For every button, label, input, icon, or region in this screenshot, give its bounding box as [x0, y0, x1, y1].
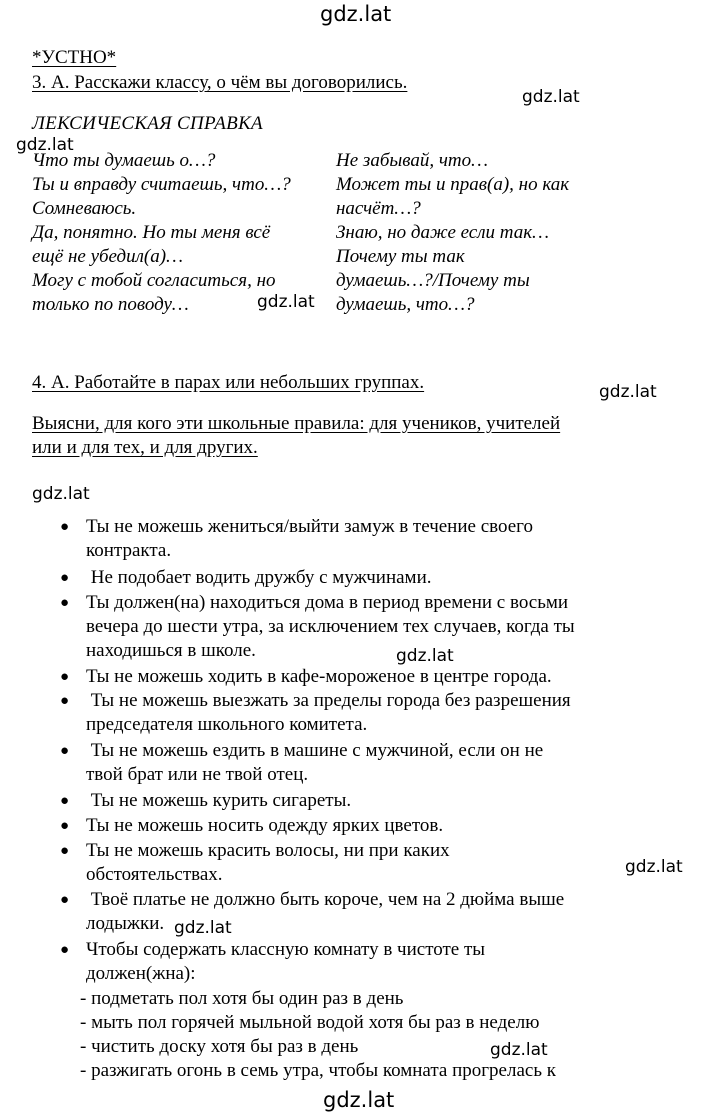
- instruction-line: или и для тех, и для других.: [32, 437, 258, 458]
- watermark: gdz.lat: [599, 382, 657, 402]
- list-item: - чистить доску хотя бы раз в день: [80, 1036, 359, 1057]
- lexical-right-column: [336, 149, 569, 317]
- list-item: [60, 888, 565, 936]
- list-item: [60, 591, 575, 663]
- list-item-line: Ты не можешь ходить в кафе-мороженое в центре города.: [86, 666, 552, 687]
- lexical-phrase: Сомневаюсь.: [32, 198, 137, 219]
- list-item-line: должен(жна):: [86, 963, 196, 984]
- watermark: gdz.lat: [174, 918, 232, 938]
- watermark: gdz.lat: [522, 87, 580, 107]
- list-item-line: вечера до шести утра, за исключением тех случаев, когда ты: [86, 616, 575, 637]
- bullet-icon: ●: [60, 693, 70, 709]
- list-item: [60, 814, 444, 838]
- list-item-line: Ты не можешь выезжать за пределы города без разрешения: [86, 690, 571, 711]
- list-item: [60, 739, 544, 787]
- bullet-icon: ●: [60, 843, 70, 859]
- bullet-icon: ●: [60, 570, 70, 586]
- list-item: - подметать пол хотя бы один раз в день: [80, 988, 404, 1009]
- watermark: gdz.lat: [625, 857, 683, 877]
- lexical-phrase: думаешь, что…?: [336, 294, 475, 315]
- lexical-phrase: ещё не убедил(а)…: [32, 246, 183, 267]
- watermark: gdz.lat: [32, 484, 90, 504]
- list-item-line: Ты не можешь носить одежду ярких цветов.: [86, 815, 444, 836]
- task3-heading: 3. А. Расскажи классу, о чём вы договорились.: [32, 72, 408, 93]
- list-item-line: Ты не можешь жениться/выйти замуж в течение своего: [86, 516, 533, 537]
- watermark: gdz.lat: [320, 2, 392, 26]
- bullet-icon: ●: [60, 595, 70, 611]
- watermark: gdz.lat: [323, 1088, 395, 1112]
- lexical-left-column: [32, 149, 291, 317]
- task4-instruction: [32, 412, 560, 460]
- list-item: [60, 566, 432, 590]
- list-item: - мыть пол горячей мыльной водой хотя бы раз в неделю: [80, 1012, 540, 1033]
- lexical-phrase: Не забывай, что…: [336, 150, 489, 171]
- lexical-reference-title: ЛЕКСИЧЕСКАЯ СПРАВКА: [32, 113, 263, 134]
- bullet-icon: ●: [60, 793, 70, 809]
- lexical-phrase: только по поводу…: [32, 294, 189, 315]
- lexical-phrase: Что ты думаешь о…?: [32, 150, 216, 171]
- bullet-icon: ●: [60, 669, 70, 685]
- instruction-line: Выясни, для кого эти школьные правила: для учеников, учителей: [32, 413, 561, 434]
- task4-heading: 4. А. Работайте в парах или небольших группах.: [32, 372, 425, 393]
- bullet-icon: ●: [60, 818, 70, 834]
- list-item: [60, 515, 533, 563]
- list-item-line: лодыжки.: [86, 913, 165, 934]
- watermark: gdz.lat: [16, 135, 74, 155]
- lexical-phrase: думаешь…?/Почему ты: [336, 270, 530, 291]
- bullet-icon: ●: [60, 743, 70, 759]
- list-item-line: находишься в школе.: [86, 640, 256, 661]
- lexical-phrase: Могу с тобой согласиться, но: [32, 270, 276, 291]
- lexical-phrase: Да, понятно. Но ты меня всё: [32, 222, 271, 243]
- list-item-line: Ты не можешь курить сигареты.: [86, 790, 352, 811]
- cleaning-duties-list: [80, 987, 556, 1083]
- list-item-line: твой брат или не твой отец.: [86, 764, 309, 785]
- list-item: [60, 689, 571, 737]
- bullet-icon: ●: [60, 892, 70, 908]
- watermark: gdz.lat: [257, 292, 315, 312]
- list-item-line: Ты должен(на) находиться дома в период времени с восьми: [86, 592, 569, 613]
- list-item: [60, 938, 486, 986]
- watermark: gdz.lat: [490, 1040, 548, 1060]
- list-item-line: Чтобы содержать классную комнату в чистоте ты: [86, 939, 486, 960]
- lexical-phrase: Может ты и прав(а), но как: [336, 174, 570, 195]
- list-item-line: контракта.: [86, 540, 172, 561]
- list-item-line: Ты не можешь ездить в машине с мужчиной, если он не: [86, 740, 544, 761]
- list-item-line: Не подобает водить дружбу с мужчинами.: [86, 567, 432, 588]
- list-item-line: Твоё платье не должно быть короче, чем на 2 дюйма выше: [86, 889, 565, 910]
- list-item: [60, 839, 450, 887]
- lexical-phrase: Ты и вправду считаешь, что…?: [32, 174, 291, 195]
- lexical-phrase: насчёт…?: [336, 198, 421, 219]
- bullet-icon: ●: [60, 519, 70, 535]
- list-item-line: Ты не можешь красить волосы, ни при каких: [86, 840, 450, 861]
- list-item-line: обстоятельствах.: [86, 864, 223, 885]
- lexical-phrase: Почему ты так: [336, 246, 465, 267]
- list-item-line: председателя школьного комитета.: [86, 714, 368, 735]
- section-oral-label: *УСТНО*: [32, 47, 117, 68]
- bullet-icon: ●: [60, 942, 70, 958]
- list-item: - разжигать огонь в семь утра, чтобы комната прогрелась к: [80, 1060, 556, 1081]
- watermark: gdz.lat: [396, 646, 454, 666]
- lexical-phrase: Знаю, но даже если так…: [336, 222, 550, 243]
- list-item: [60, 789, 352, 813]
- list-item: [60, 665, 552, 689]
